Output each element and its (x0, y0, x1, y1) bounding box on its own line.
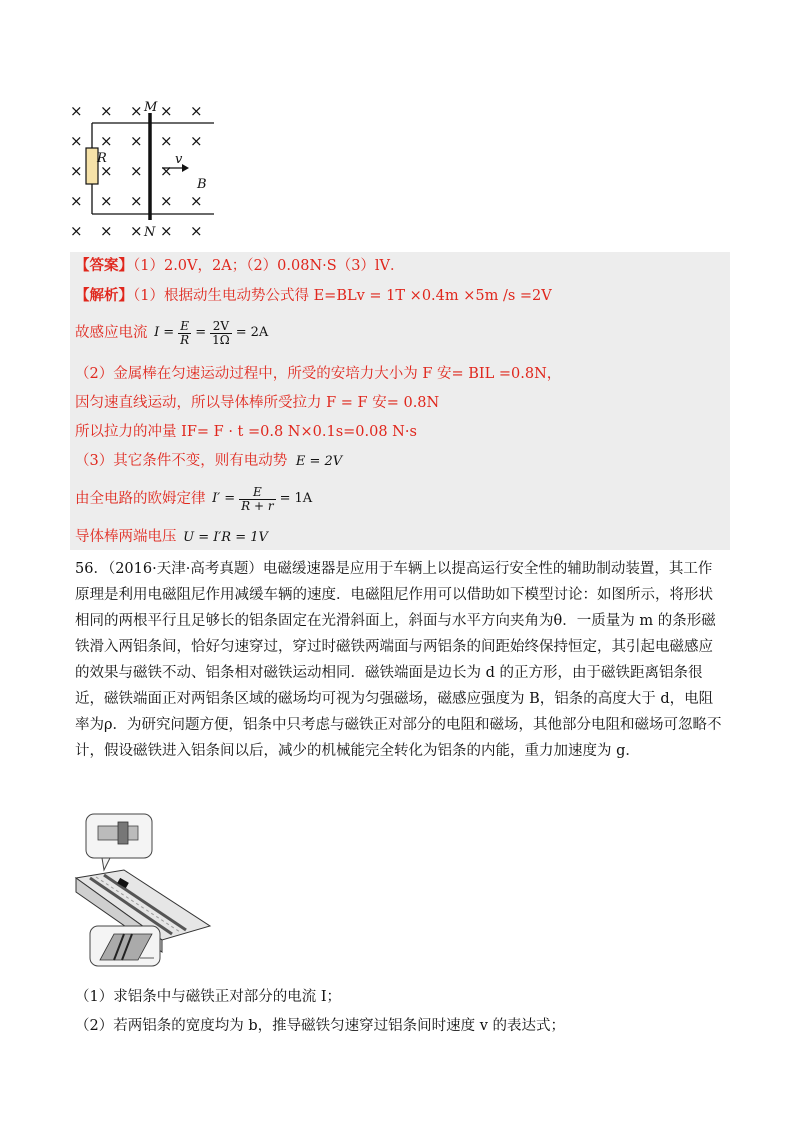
answer-tag: 【答案】 (75, 257, 133, 274)
ohm-formula: I′ = $\frac{E}{R + r}$ = 1A (212, 484, 313, 513)
analysis-line-1 (75, 286, 552, 306)
svg-text:×: × (160, 102, 173, 120)
svg-text:×: × (70, 102, 83, 120)
svg-text:×: × (100, 102, 113, 120)
svg-text:×: × (70, 132, 83, 150)
circuit-figure (64, 96, 224, 246)
svg-text:×: × (190, 132, 203, 150)
svg-text:×: × (70, 162, 83, 180)
svg-text:×: × (100, 222, 113, 240)
answer-text: （1）2.0V，2A；（2）0.08N·S（3）lV． (133, 258, 405, 274)
svg-text:×: × (70, 222, 83, 240)
svg-text:N: N (144, 225, 156, 240)
svg-text:×: × (130, 132, 143, 150)
magnetic-brake-figure (74, 808, 214, 976)
svg-text:×: × (130, 222, 143, 240)
analysis-line-6: （3）其它条件不变，则有电动势 E = 2V (75, 453, 343, 469)
svg-text:×: × (130, 102, 143, 120)
svg-text:×: × (100, 162, 113, 180)
analysis-line-2: 故感应电流 I = $\frac{E}{R}$ = $\frac{2V}{1\Omega}$ = 2A (75, 318, 269, 347)
svg-text:×: × (100, 192, 113, 210)
sub-question-1: （1）求铝条中与磁铁正对部分的电流 I； (75, 989, 342, 1005)
svg-text:×: × (100, 132, 113, 150)
analysis-line-4: 因匀速直线运动，所以导体棒所受拉力 F = F 安= 0.8N (75, 395, 440, 411)
svg-text:B: B (197, 177, 207, 192)
svg-text:×: × (160, 192, 173, 210)
analysis-line-3: （2）金属棒在匀速运动过程中，所受的安培力大小为 F 安= BIL =0.8N， (75, 366, 562, 382)
question-56-text: 56．（2016·天津·高考真题）电磁缓速器是应用于车辆上以提高运行安全性的辅助制动装置，其工作原理是利用电磁阻尼作用减缓车辆的速度．电磁阻尼作用可以借助如下模型讨论：如图所示，将形状相同的两根平行且足够长的铝条固定在光滑斜面上，斜面与水平方向夹角为θ．一质量为 m 的条形磁铁滑入两铝条间，恰好匀速穿过，穿过时磁铁两端面与两铝条的间距始终保持恒定，其引起电磁感应的效果与磁铁不动、铝条相对磁铁运动相同．磁铁端面是边长为 d 的正方形，由于磁铁距离铝条很近，磁铁端面正对两铝条区域的磁场均可视为匀强磁场，磁感应强度为 B，铝条的高度大于 d，电阻率为ρ．为研究问题方便，铝条中只考虑与磁铁正对部分的电阻和磁场，其他部分电阻和磁场可忽略不计，假设磁铁进入铝条间以后，减少的机械能完全转化为铝条的内能，重力加速度为 g． (75, 561, 722, 759)
analysis-text-1: （1）根据动生电动势公式得 E=BLv = 1T ×0.4m ×5m /s =2V (133, 288, 552, 304)
svg-text:R: R (97, 151, 107, 166)
analysis-line-5: 所以拉力的冲量 IF= F · t =0.8 N×0.1s=0.08 N·s (75, 424, 417, 440)
svg-text:×: × (190, 192, 203, 210)
svg-text:×: × (70, 192, 83, 210)
svg-text:×: × (190, 222, 203, 240)
analysis-line-7: 由全电路的欧姆定律 I′ = $\frac{E}{R + r}$ = 1A (75, 484, 313, 513)
svg-text:×: × (160, 132, 173, 150)
svg-text:×: × (130, 192, 143, 210)
analysis-tag: 【解析】 (75, 287, 133, 304)
svg-text:v: v (175, 152, 183, 167)
svg-text:×: × (130, 162, 143, 180)
analysis-line-8: 导体棒两端电压 U = I′R = 1V (75, 529, 268, 545)
svg-text:×: × (160, 162, 173, 180)
svg-text:×: × (190, 102, 203, 120)
answer-line (75, 256, 405, 276)
svg-text:M: M (144, 100, 158, 115)
current-formula: I = $\frac{E}{R}$ = $\frac{2V}{1\Omega}$ = 2A (154, 318, 269, 347)
sub-question-2: （2）若两铝条的宽度均为 b，推导磁铁匀速穿过铝条间时速度 v 的表达式； (75, 1018, 566, 1034)
svg-text:×: × (160, 222, 173, 240)
